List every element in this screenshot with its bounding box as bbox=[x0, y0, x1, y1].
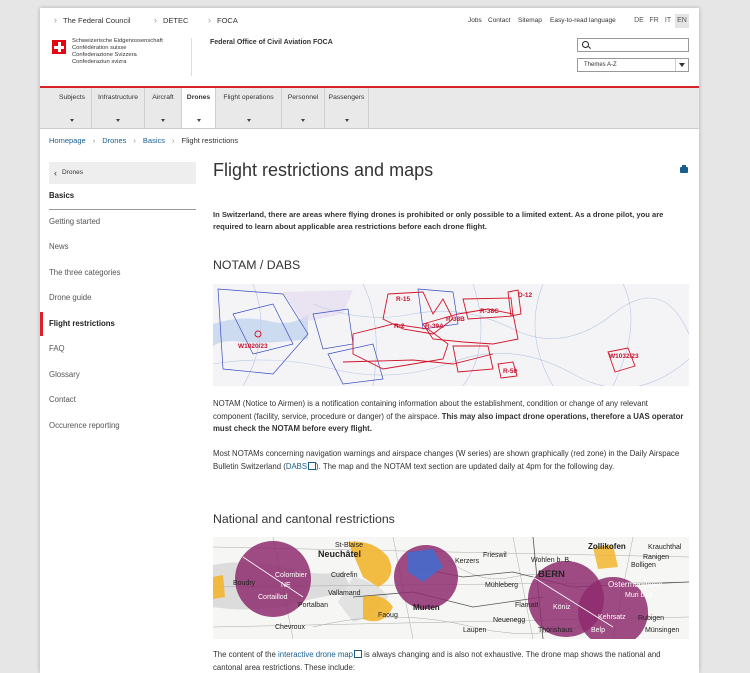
swiss-cross-logo-icon[interactable] bbox=[52, 40, 66, 54]
map-label-belp: Belp bbox=[591, 627, 606, 634]
topbar-crumb-federal-council[interactable]: › The Federal Council bbox=[54, 15, 131, 25]
lang-fr[interactable]: FR bbox=[649, 17, 659, 24]
map-label-laupen: Laupen bbox=[463, 627, 487, 634]
themes-select[interactable] bbox=[577, 58, 689, 72]
sidebar-item-getting-started[interactable]: Getting started bbox=[49, 210, 196, 236]
map-label-cudrefin: Cudrefin bbox=[331, 572, 358, 579]
topbar-link-easy-to-read[interactable]: Easy-to-read language bbox=[550, 17, 616, 24]
topbar-link-sitemap[interactable]: Sitemap bbox=[518, 17, 542, 24]
chevron-right-icon: › bbox=[133, 136, 136, 145]
nav-item-flight-operations[interactable]: Flight operations bbox=[216, 88, 282, 128]
sidebar-item-faq[interactable]: FAQ bbox=[49, 337, 196, 363]
notam-label-r-39a: R-39A bbox=[425, 323, 444, 330]
chevron-right-icon: › bbox=[171, 136, 175, 145]
sidebar-heading-basics[interactable]: Basics bbox=[49, 184, 196, 210]
national-paragraph: The content of the interactive drone map is always changing and is also not exhaustive. The drone map shows the national and cantonal area restrictions. These include: bbox=[213, 650, 661, 672]
breadcrumb-current: Flight restrictions bbox=[181, 136, 239, 145]
national-map[interactable] bbox=[213, 537, 689, 639]
notam-map[interactable] bbox=[213, 284, 689, 386]
national-heading: National and cantonal restrictions bbox=[213, 512, 395, 526]
sidebar-item-flight-restrictions[interactable]: Flight restrictions bbox=[49, 312, 196, 338]
topbar-link-contact[interactable]: Contact bbox=[488, 17, 511, 24]
nav-item-aircraft[interactable]: Aircraft bbox=[145, 88, 182, 128]
lang-en[interactable]: EN bbox=[675, 14, 689, 28]
map-label-faoug: Faoug bbox=[378, 612, 398, 619]
confederation-name-de: Schweizerische Eidgenossenschaft bbox=[72, 38, 163, 44]
notam-paragraph-1: NOTAM (Notice to Airmen) is a notification containing information about the establishment, condition or change of any relevant component (facility, service, procedure or danger) of the airspace. This may also impact drone operations, therefore a UAS operator must check the NOTAM before every flight. bbox=[213, 399, 684, 433]
sidebar-item-news[interactable]: News bbox=[49, 235, 196, 261]
intro-text: In Switzerland, there are areas where flying drones is prohibited or only possible to a limited extent. As a drone pilot, you are required to learn about applicable area restrictions before each drone flight. bbox=[213, 210, 664, 231]
notam-label-r-38c: R-38C bbox=[480, 308, 499, 315]
chevron-right-icon: › bbox=[154, 15, 157, 25]
chevron-down-icon bbox=[161, 119, 165, 122]
chevron-down-icon bbox=[675, 59, 688, 71]
sidebar-item-occurence-reporting[interactable]: Occurence reporting bbox=[49, 414, 196, 440]
notam-label-r-15: R-15 bbox=[396, 296, 411, 303]
topbar-crumb-detec[interactable]: › DETEC bbox=[154, 15, 189, 25]
office-name[interactable]: Federal Office of Civil Aviation FOCA bbox=[210, 39, 333, 46]
sidebar-back-label: Drones bbox=[62, 169, 83, 176]
map-label-rubigen: Rubigen bbox=[638, 615, 665, 622]
site-header bbox=[40, 33, 699, 86]
map-label-neuenegg: Neuenegg bbox=[493, 617, 526, 624]
chevron-left-icon: ‹ bbox=[54, 168, 57, 178]
lang-it[interactable]: IT bbox=[664, 17, 672, 24]
header-divider bbox=[191, 38, 192, 76]
main-navigation bbox=[40, 88, 699, 129]
search-icon bbox=[582, 41, 589, 48]
nav-item-drones[interactable]: Drones bbox=[182, 88, 216, 128]
dabs-link[interactable]: DABS bbox=[285, 461, 308, 471]
nav-item-infrastructure[interactable]: Infrastructure bbox=[92, 88, 145, 128]
map-label-cortaillod: Cortaillod bbox=[258, 594, 288, 601]
map-label-thorishaus: Thörishaus bbox=[538, 627, 573, 634]
map-label-boudry: Boudry bbox=[233, 580, 256, 587]
top-bar bbox=[40, 8, 699, 34]
page bbox=[40, 8, 699, 673]
confederation-name-rm: Confederaziun svizra bbox=[72, 59, 127, 65]
map-label-ostermundigen: Ostermundigen bbox=[608, 580, 663, 589]
confederation-name-fr: Confédération suisse bbox=[72, 45, 127, 51]
external-link-icon bbox=[354, 650, 362, 658]
nav-item-passengers[interactable]: Passengers bbox=[325, 88, 369, 128]
notam-label-r-38b: R-38B bbox=[446, 316, 465, 323]
notam-paragraph-2: Most NOTAMs concerning navigation warnings and airspace changes (W series) are shown graphically (red zone) in the Daily Airspace Bulletin Switzerland (DABS ). The map and the NOTAM text section are updated daily at 4pm for the following day. bbox=[213, 449, 680, 471]
map-label-flamatt: Flamatt bbox=[515, 602, 539, 609]
map-label-frieswil: Frieswil bbox=[483, 552, 507, 559]
themes-select-label: Themes A-Z bbox=[584, 62, 617, 68]
map-label-wohlen: Wohlen b. B. bbox=[531, 557, 571, 564]
map-label-kehrsatz: Kehrsatz bbox=[598, 614, 626, 621]
nav-item-subjects[interactable]: Subjects bbox=[53, 88, 92, 128]
breadcrumb bbox=[49, 136, 238, 145]
chevron-right-icon: › bbox=[208, 15, 211, 25]
sidebar bbox=[49, 162, 196, 439]
chevron-down-icon bbox=[197, 119, 201, 122]
sidebar-item-contact[interactable]: Contact bbox=[49, 388, 196, 414]
external-link-icon bbox=[308, 462, 316, 470]
map-label-colombier: Colombier bbox=[275, 572, 307, 579]
search-input[interactable] bbox=[577, 38, 689, 52]
map-label-ne: NE bbox=[281, 582, 291, 589]
confederation-name-it: Confederazione Svizzera bbox=[72, 52, 137, 58]
map-label-muhleberg: Mühleberg bbox=[485, 582, 519, 589]
map-label-krauchthal: Krauchthal bbox=[648, 544, 682, 551]
notam-label-w1032: W1032/23 bbox=[609, 353, 639, 360]
topbar-link-jobs[interactable]: Jobs bbox=[468, 17, 482, 24]
sidebar-item-drone-guide[interactable]: Drone guide bbox=[49, 286, 196, 312]
map-label-kerzers: Kerzers bbox=[455, 558, 480, 565]
map-label-portalban: Portalban bbox=[298, 602, 328, 609]
map-label-murten: Murten bbox=[413, 603, 440, 612]
chevron-right-icon: › bbox=[54, 15, 57, 25]
notam-label-r-2: R-2 bbox=[394, 323, 405, 330]
breadcrumb-homepage[interactable]: Homepage bbox=[49, 136, 86, 145]
notam-label-r-50: R-50 bbox=[503, 368, 518, 375]
chevron-down-icon bbox=[301, 119, 305, 122]
map-label-zollikofen: Zollikofen bbox=[588, 542, 626, 551]
map-label-neuchatel: Neuchâtel bbox=[318, 549, 362, 559]
sidebar-item-glossary[interactable]: Glossary bbox=[49, 363, 196, 389]
map-label-bolligen: Bolligen bbox=[631, 562, 656, 569]
interactive-drone-map-link[interactable]: interactive drone map bbox=[278, 650, 354, 659]
map-label-ranigen: Ranigen bbox=[643, 554, 670, 561]
topbar-crumb-foca[interactable]: › FOCA bbox=[208, 15, 238, 25]
chevron-down-icon bbox=[116, 119, 120, 122]
page-title: Flight restrictions and maps bbox=[213, 160, 434, 180]
print-icon[interactable] bbox=[680, 167, 688, 173]
breadcrumb-basics[interactable]: Basics bbox=[142, 136, 165, 145]
nav-item-personnel[interactable]: Personnel bbox=[282, 88, 325, 128]
map-label-st-blaise: St-Blaise bbox=[335, 542, 364, 549]
map-label-munsingen: Münsingen bbox=[645, 627, 680, 634]
chevron-right-icon: › bbox=[92, 136, 96, 145]
map-label-koniz: Köniz bbox=[553, 604, 571, 611]
notam-label-d-12: D-12 bbox=[518, 292, 533, 299]
chevron-down-icon bbox=[345, 119, 349, 122]
map-label-vallamand: Vallamand bbox=[328, 590, 361, 597]
chevron-down-icon bbox=[247, 119, 251, 122]
map-label-muri: Muri b. B. bbox=[625, 592, 655, 599]
sidebar-back-button[interactable] bbox=[49, 162, 196, 184]
map-label-bern: BERN bbox=[538, 569, 565, 580]
breadcrumb-drones[interactable]: Drones bbox=[102, 136, 127, 145]
chevron-down-icon bbox=[70, 119, 74, 122]
notam-label-w1020: W1020/23 bbox=[238, 343, 268, 350]
sidebar-item-three-categories[interactable]: The three categories bbox=[49, 261, 196, 287]
map-label-chevroux: Chevroux bbox=[275, 624, 305, 631]
lang-de[interactable]: DE bbox=[634, 17, 644, 24]
notam-heading: NOTAM / DABS bbox=[213, 258, 301, 272]
